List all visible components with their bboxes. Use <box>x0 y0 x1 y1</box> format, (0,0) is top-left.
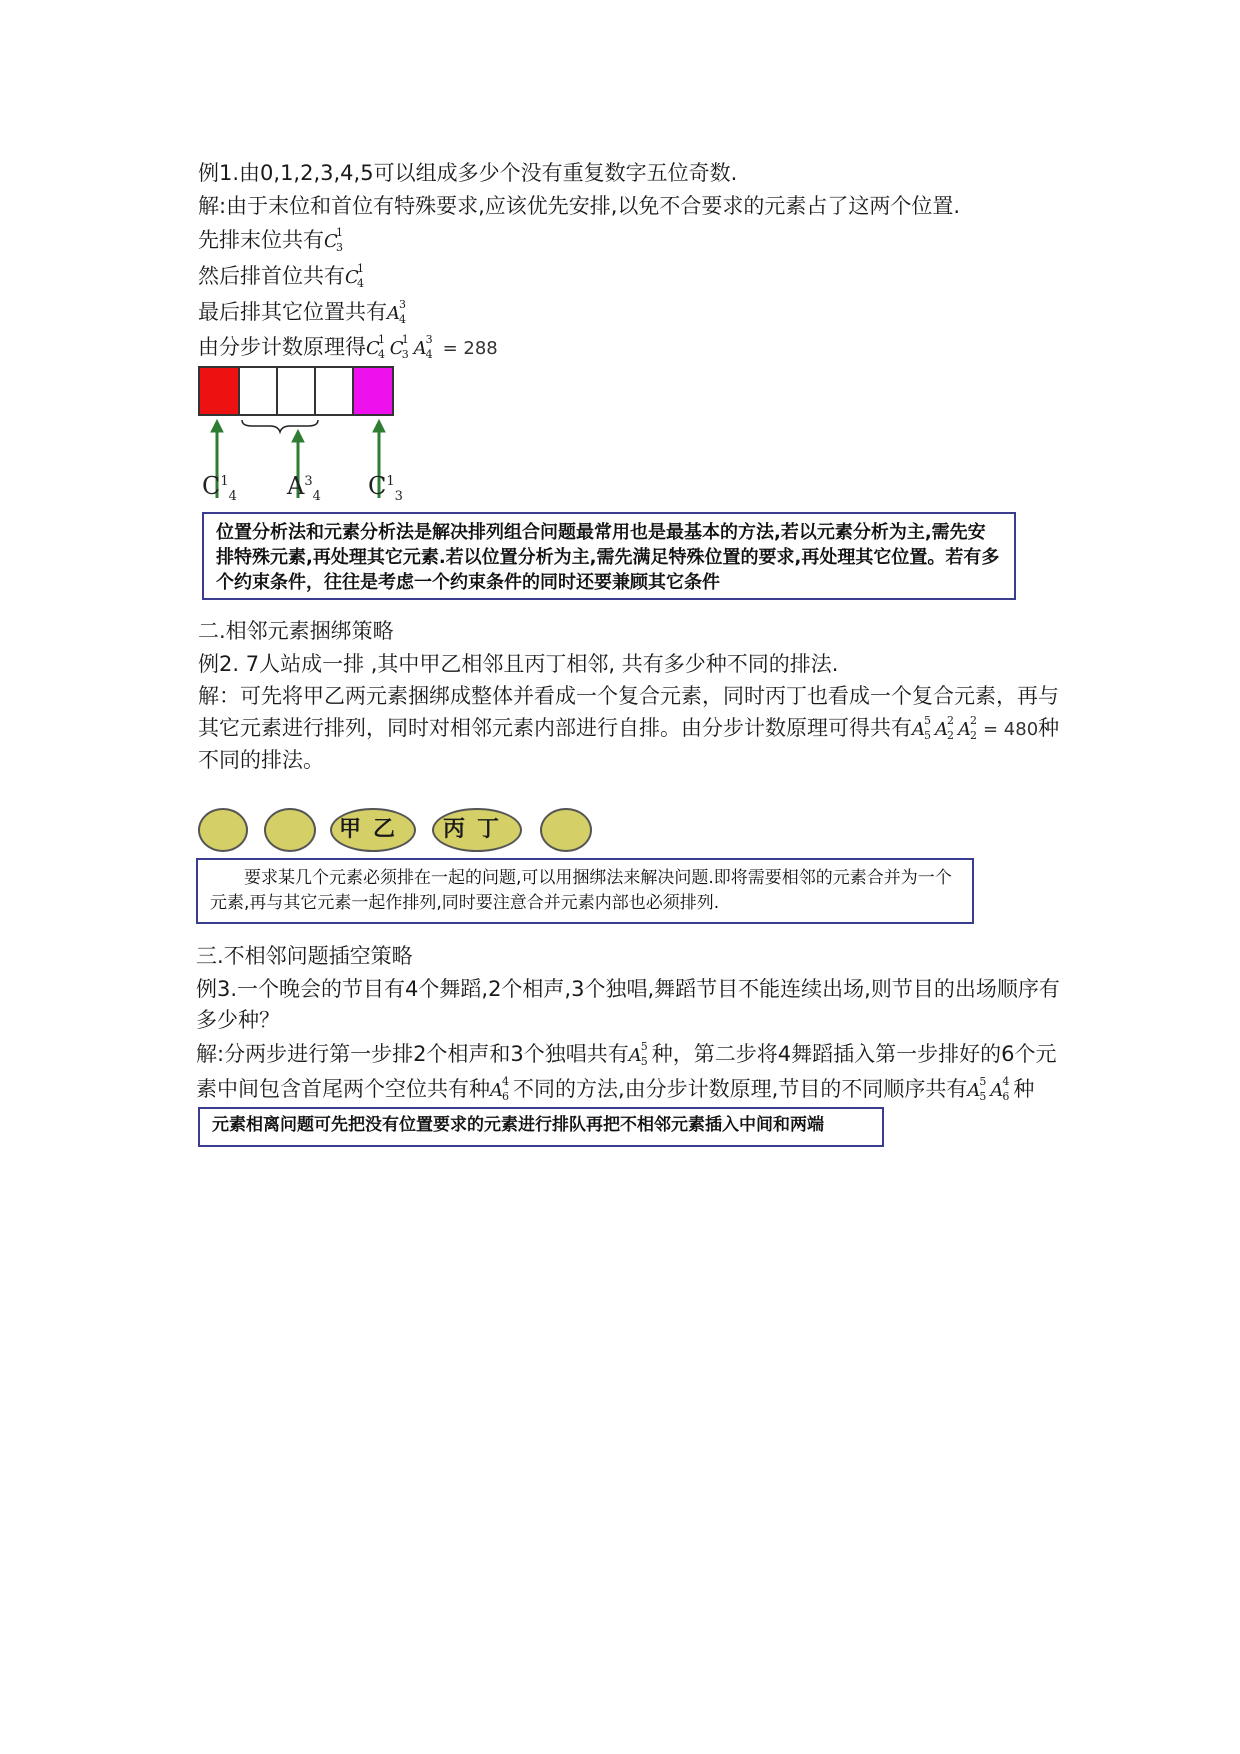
formula-c31-b: C 1 3 <box>389 333 409 361</box>
example1-step3 <box>198 298 406 328</box>
cell-first <box>198 366 240 416</box>
example3-solution-1 <box>196 1040 1057 1070</box>
sol3-text-d: 不同的方法,由分步计数原理,节目的不同顺序共有 <box>513 1077 968 1101</box>
formula-a64-b: A 4 6 <box>990 1075 1010 1103</box>
step3-text: 最后排其它位置共有 <box>198 300 387 324</box>
formula-c31: C 1 3 <box>324 226 343 254</box>
step4-text: 由分步计数原理得 <box>198 335 366 359</box>
ellipse-1 <box>198 808 248 852</box>
sol3-text-e: 种 <box>1013 1077 1035 1101</box>
brace-icon <box>242 420 318 432</box>
ellipse-pair-jiayi: 甲乙 <box>330 808 416 852</box>
cell-3 <box>276 366 316 416</box>
formula-a43-b: A 3 4 <box>413 333 433 361</box>
example1-step2 <box>198 262 364 292</box>
section2-heading: 二.相邻元素捆绑策略 <box>198 619 394 643</box>
sol3-text-c: 素中间包含首尾两个空位共有种 <box>196 1077 490 1101</box>
cell-last <box>352 366 394 416</box>
step1-text: 先排末位共有 <box>198 228 324 252</box>
example2-solution-3: 不同的排法。 <box>198 748 324 772</box>
result-480: = 480 <box>983 719 1039 740</box>
label-c41: $C^1_4$ <box>202 472 237 504</box>
ellipse-2 <box>264 808 316 852</box>
formula-a55-d: A 5 5 <box>967 1075 987 1103</box>
note-box-3: 元素相离问题可先把没有位置要求的元素进行排队再把不相邻元素插入中间和两端 <box>198 1107 884 1147</box>
example2-solution-2 <box>198 714 1059 744</box>
ellipse-5 <box>540 808 592 852</box>
sol2-suffix: 种 <box>1038 716 1060 740</box>
step2-text: 然后排首位共有 <box>198 264 345 288</box>
example1-solution: 解:由于末位和首位有特殊要求,应该优先安排,以免不合要求的元素占了这两个位置. <box>198 194 961 218</box>
sol3-text-a: 解:分两步进行第一步排2个相声和3个独唱共有 <box>196 1042 629 1066</box>
example1-title: 例1.由0,1,2,3,4,5可以组成多少个没有重复数字五位奇数. <box>198 161 738 185</box>
result-288: = 288 <box>442 338 498 359</box>
ellipse-pair-bingding: 丙丁 <box>432 808 522 852</box>
example1-step4 <box>198 333 498 363</box>
example2-title: 例2. 7人站成一排 ,其中甲乙相邻且丙丁相邻, 共有多少种不同的排法. <box>198 652 839 676</box>
formula-c41-b: C 1 4 <box>366 333 385 361</box>
formula-a22-b: A 2 2 <box>958 714 977 742</box>
label-c31: $C^1_3$ <box>368 472 403 504</box>
cell-4 <box>314 366 354 416</box>
formula-a55-c: A 5 5 <box>628 1040 648 1068</box>
example2-solution-1: 解：可先将甲乙两元素捆绑成整体并看成一个复合元素，同时丙丁也看成一个复合元素，再与 <box>198 684 1059 708</box>
label-a43: $A^3_4$ <box>287 472 321 504</box>
formula-a22-a: A 2 2 <box>935 714 954 742</box>
example3-title-2: 多少种？ <box>196 1008 280 1032</box>
formula-c41: C 1 4 <box>345 262 364 290</box>
section3-heading: 三.不相邻问题插空策略 <box>196 944 413 968</box>
example3-solution-2 <box>196 1075 1034 1105</box>
example1-step1 <box>198 226 343 256</box>
note-box-1: 位置分析法和元素分析法是解决排列组合问题最常用也是最基本的方法,若以元素分析为主,需先安排特殊元素,再处理其它元素.若以位置分析为主,需先满足特殊位置的要求,再处理其它位置。若有多个约束条件，往往是考虑一个约束条件的同时还要兼顾其它条件 <box>202 512 1016 600</box>
formula-a55: A 5 5 <box>912 714 931 742</box>
example3-title-1: 例3.一个晚会的节目有4个舞蹈,2个相声,3个独唱,舞蹈节目不能连续出场,则节目的出场顺序有 <box>196 977 1060 1001</box>
note-box-2: 要求某几个元素必须排在一起的问题,可以用捆绑法来解决问题.即将需要相邻的元素合并为一个元素,再与其它元素一起作排列,同时要注意合并元素内部也必须排列. <box>196 858 974 924</box>
sol3-text-b: 种，第二步将4舞蹈插入第一步排好的6个元 <box>651 1042 1057 1066</box>
cell-2 <box>238 366 278 416</box>
formula-a43: A 3 4 <box>387 298 406 326</box>
sol2-text: 其它元素进行排列，同时对相邻元素内部进行自排。由分步计数原理可得共有 <box>198 716 912 740</box>
formula-a64: A 4 6 <box>490 1075 509 1103</box>
